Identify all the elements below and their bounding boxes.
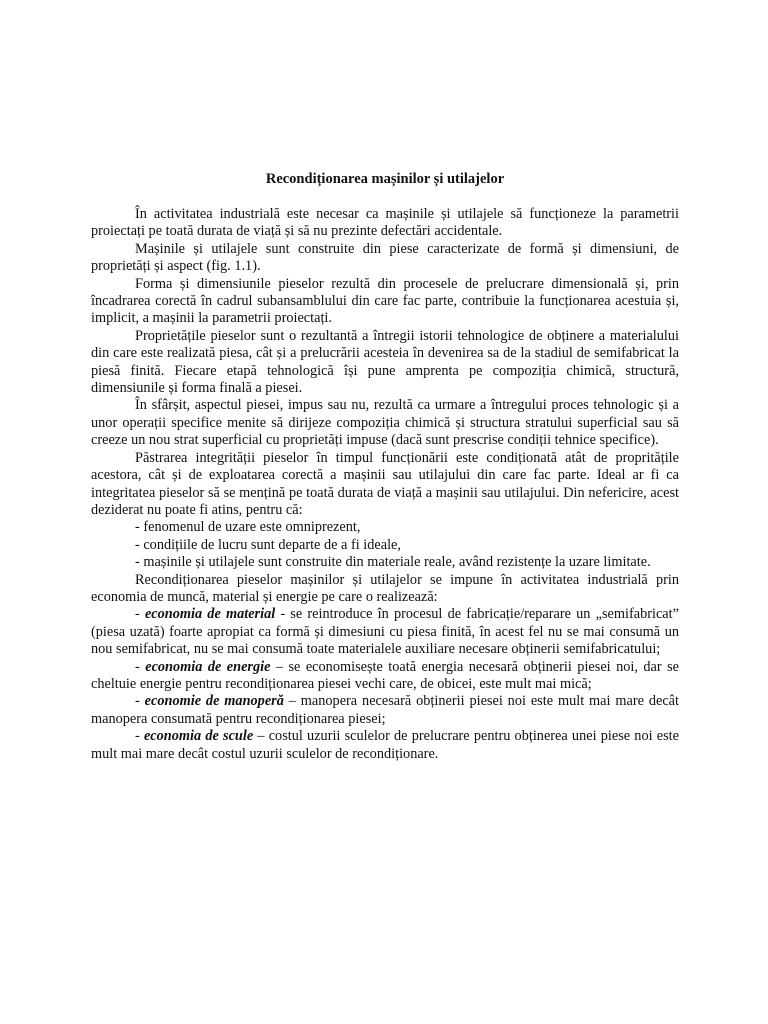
economy-description: – costul uzurii sculelor de prelucrare pentru obținerea unei piese noi este mult mai mare decât costul uzurii sculelor de recondiționare. [91,728,679,762]
economy-description: – manopera necesară obținerii piesei noi este mult mai mare decât manopera consumată pentru recondiționarea piesei; [91,693,679,727]
reason-list-item: - mașinile și utilajele sunt construite din materiale reale, având rezistențe la uzare limitate. [135,554,651,571]
economy-term: economie de manoperă [144,693,284,710]
economy-list-item [91,659,679,694]
reason-list-item: - fenomenul de uzare este omniprezent, [135,519,361,536]
paragraph-form-dimensions: Forma și dimensiunile pieselor rezultă din procesele de prelucrare dimensională și, prin încadrarea corectă în cadrul subansamblului din care fac parte, contribuie la funcționarea acestuia și, implicit, a mașinii la parametrii proiectați. [91,275,679,327]
economy-term: economia de scule [143,728,254,745]
economy-prefix: - [135,658,146,675]
paragraph-aspect: În sfârșit, aspectul piesei, impus sau nu, rezultă ca urmare a întregului proces tehnologic și a unor operații specifice menite să dirijeze compoziția chimică și structura stratului superficial sau să creeze un nou strat superficial cu proprietăți impuse (dacă sunt prescrise condiții tehnice specifice). [91,397,679,449]
economy-list-item [91,728,679,763]
economy-description: - se reintroduce în procesul de fabricație/reparare un „semifabricat” (piesa uzată) foarte apropiat ca formă și dimesiuni cu piesa finită, în acest fel nu se mai consumă un nou semifabricat, nu se mai consumă toate materialele auxiliare necesare obținerii semifabricatului; [91,606,679,658]
economy-term: economia de material [144,606,276,623]
paragraph-economies-intro: Recondiționarea pieselor mașinilor și utilajelor se impune în activitatea industrială prin economia de muncă, material și energie pe care o realizează: [91,571,679,605]
economy-prefix: - [135,606,145,623]
paragraph-properties: Proprietățile pieselor sunt o rezultantă a întregii istorii tehnologice de obținere a materialului din care este realizată piesa, cât și a prelucrării acesteia în devenirea sa de la stadiul de semifabricat la piesă finită. Fiecare etapă tehnologică își pune amprenta pe compoziția chimică, structură, dimensiunile și forma finală a piesei. [91,327,679,397]
document-page [91,170,679,763]
economy-term: economia de energie [145,658,271,675]
economy-list-item [91,693,679,728]
economy-prefix: - [135,693,145,710]
economy-description: – se economisește toată energia necesară obținerii piesei noi, dar se cheltuie energie pentru recondiționarea piesei vechi care, de obicei, este mult mai mică; [91,658,679,692]
document-title: Recondiționarea mașinilor și utilajelor [265,171,505,187]
reason-list-item: - condițiile de lucru sunt departe de a fi ideale, [135,536,401,553]
paragraph-intro: În activitatea industrială este necesar ca mașinile și utilajele să funcționeze la parametrii proiectați pe toată durata de viață și să nu prezinte defectări accidentale. [91,206,679,240]
economy-list-item [91,606,679,658]
paragraph-components: Mașinile și utilajele sunt construite din piese caracterizate de formă și dimensiuni, de proprietăți și aspect (fig. 1.1). [91,240,679,275]
economy-prefix: - [135,728,144,745]
paragraph-integrity: Păstrarea integrității pieselor în timpul funcționării este condiționată atât de propritățile acestora, cât și de exploatarea corectă a mașinii sau utilajului din care fac parte. Ideal ar fi ca integritatea pieselor să se mențină pe toată durata de viață a mașinii sau utilajului. Din nefericire, acest deziderat nu poate fi atins, pentru că: [91,449,679,518]
